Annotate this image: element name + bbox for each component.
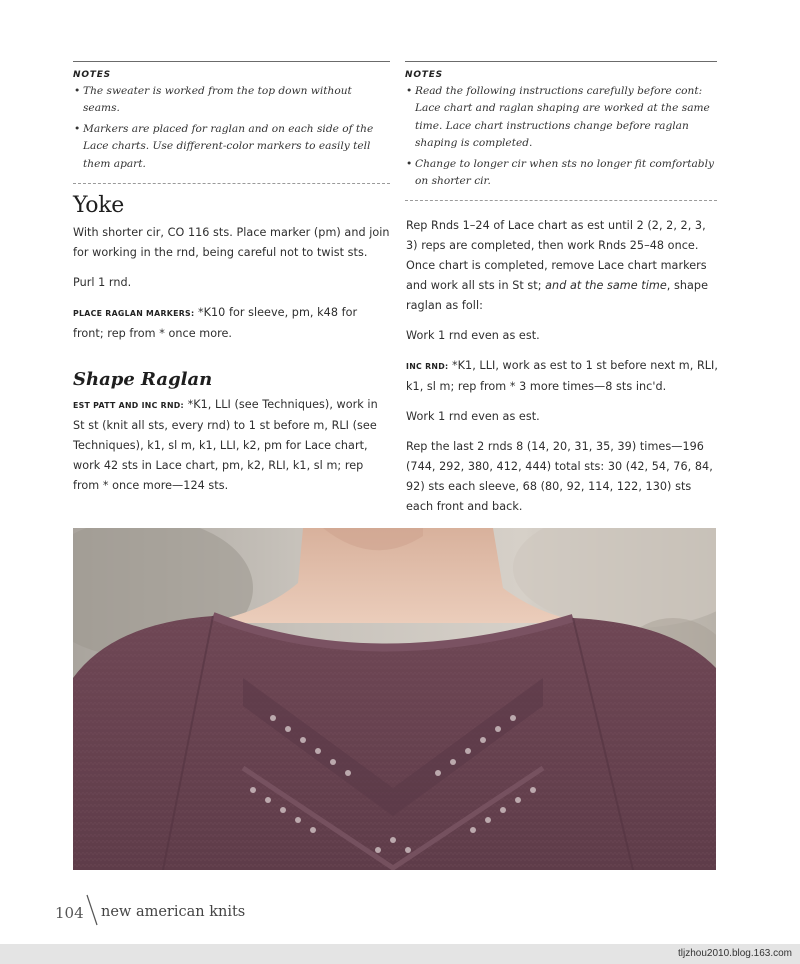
est-patt-paragraph bbox=[73, 395, 391, 496]
work-even-paragraph: Work 1 rnd even as est. bbox=[406, 329, 540, 342]
place-raglan-markers-paragraph bbox=[73, 303, 391, 344]
rep-rnds-italic: and at the same time bbox=[545, 279, 667, 292]
right-note-item: • Read the following instructions carefully before cont: Lace chart and raglan shaping are worked at the same time. Lace chart instructions change before raglan shaping is completed. bbox=[405, 83, 717, 153]
watermark-text: tljzhou2010.blog.163.com bbox=[678, 948, 792, 959]
est-patt-text: *K1, LLI (see Techniques), work in St st (knit all sts, every rnd) to 1 st before m, RLI (see Techniques), k1, sl m, k1, LLI, k2, pm for Lace chart, work 42 sts in Lace chart, pm, k2, RLI, k1, sl m; rep from * once more—124 sts. bbox=[73, 398, 378, 492]
yoke-paragraph: With shorter cir, CO 116 sts. Place marker (pm) and join for working in the rnd, being careful not to twist sts. bbox=[73, 226, 390, 259]
est-patt-label: EST PATT AND INC RND: bbox=[73, 401, 184, 410]
yoke-heading: Yoke bbox=[73, 193, 125, 218]
rep-last-paragraph: Rep the last 2 rnds 8 (14, 20, 31, 35, 39) times—196 (744, 292, 380, 412, 444) total sts: 30 (42, 54, 76, 84, 92) sts each sleeve, 68 (80, 92, 114, 122, 130) sts each front and back. bbox=[406, 440, 713, 513]
right-notes-box bbox=[405, 61, 717, 201]
place-raglan-markers-label: PLACE RAGLAN MARKERS: bbox=[73, 309, 195, 318]
right-note-item: • Change to longer cir when sts no longer fit comfortably on shorter cir. bbox=[405, 156, 717, 191]
rep-rnds-end: , shape raglan as foll: bbox=[406, 279, 709, 312]
left-note-item: • The sweater is worked from the top down without seams. bbox=[73, 83, 390, 118]
footer-slash-divider bbox=[85, 893, 99, 927]
rep-rnds-text: Rep Rnds 1–24 of Lace chart as est until 2 (2, 2, 2, 3, 3) reps are completed, then work Rnds 25–48 once. Once chart is completed, remove Lace chart markers and work all sts in St st; bbox=[406, 219, 707, 292]
left-note-item: • Markers are placed for raglan and on each side of the Lace charts. Use different-color markers to easily tell them apart. bbox=[73, 121, 390, 173]
place-raglan-markers-text: *K10 for sleeve, pm, k48 for front; rep from * once more. bbox=[73, 306, 358, 340]
inc-rnd-text: *K1, LLI, work as est to 1 st before next m, RLI, k1, sl m; rep from * 3 more times—8 sts inc'd. bbox=[406, 359, 719, 393]
inc-rnd-paragraph bbox=[406, 356, 718, 397]
work-even-paragraph: Work 1 rnd even as est. bbox=[406, 410, 540, 423]
sweater-illustration bbox=[73, 528, 716, 870]
left-column bbox=[73, 193, 391, 496]
book-title: new american knits bbox=[101, 904, 246, 920]
left-notes-title: NOTES bbox=[73, 70, 111, 80]
right-column bbox=[406, 216, 718, 517]
rep-rnds-paragraph bbox=[406, 216, 718, 316]
right-notes-title: NOTES bbox=[405, 70, 443, 80]
page-number: 104 bbox=[55, 904, 84, 922]
sweater-photo bbox=[73, 528, 716, 870]
yoke-paragraph: Purl 1 rnd. bbox=[73, 276, 132, 289]
left-notes-box bbox=[73, 61, 390, 184]
shape-raglan-heading: Shape Raglan bbox=[73, 369, 213, 390]
inc-rnd-label: INC RND: bbox=[406, 362, 449, 371]
